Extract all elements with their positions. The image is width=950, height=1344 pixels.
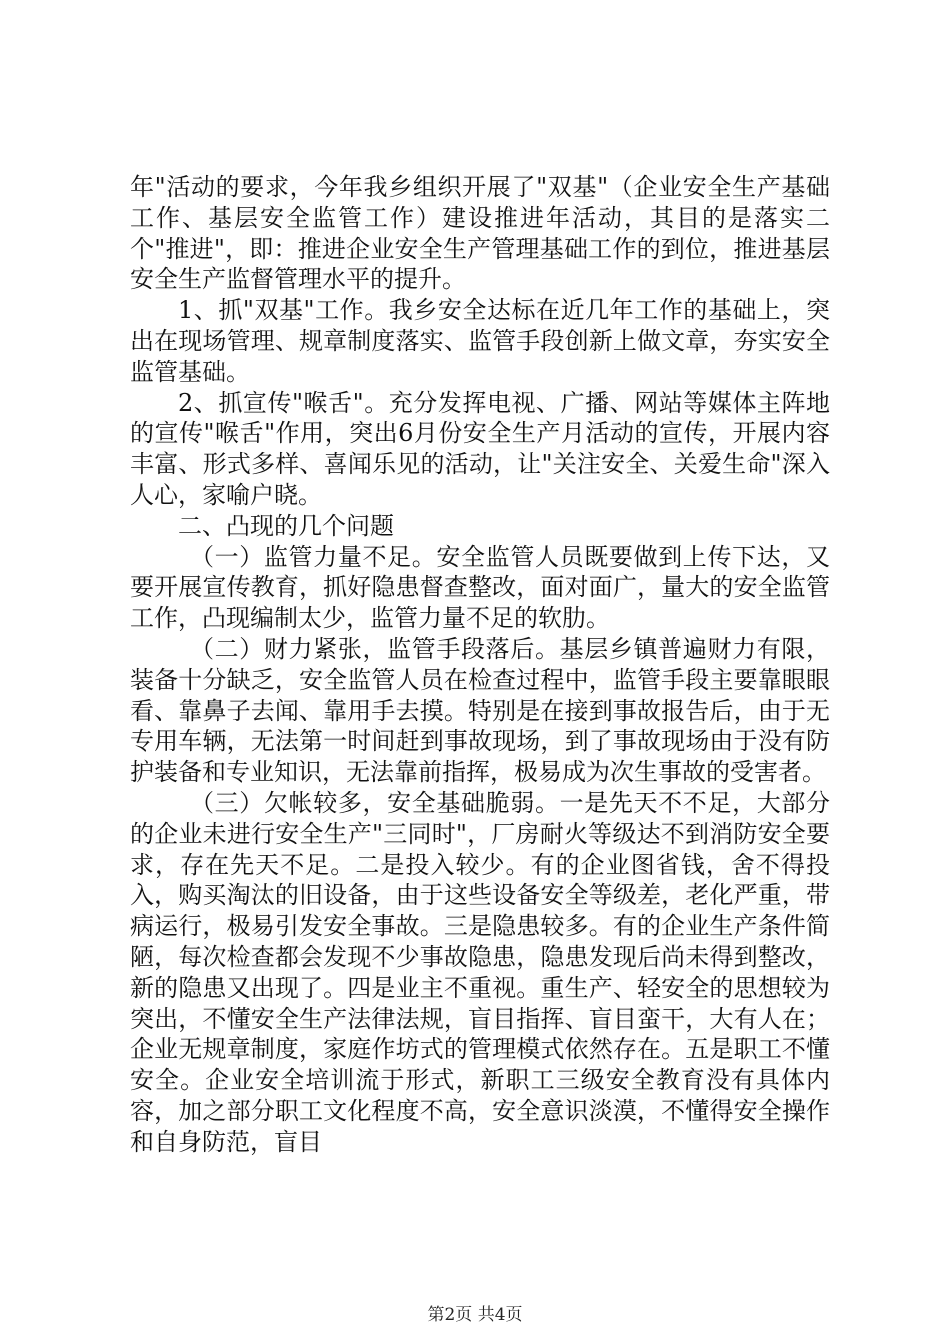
section-heading: 二、凸现的几个问题 <box>178 511 394 540</box>
paragraph-continued: 年"活动的要求，今年我乡组织开展了"双基"（企业安全生产基础工作、基层安全监管工作）建设推进年活动，其目的是落实二个"推进"，即：推进企业安全生产管理基础工作的到位，推进基层安全生产监督管理水平的提升。 <box>130 173 830 294</box>
paragraph-item-2: 2、抓宣传"喉舌"。充分发挥电视、广播、网站等媒体主阵地的宣传"喉舌"作用，突出6月份安全生产月活动的宣传，开展内容丰富、形式多样、喜闻乐见的活动，让"关注安全、关爱生命"深入人心，家喻户晓。 <box>130 388 830 509</box>
paragraph-issue-2: （二）财力紧张，监管手段落后。基层乡镇普遍财力有限，装备十分缺乏，安全监管人员在检查过程中，监管手段主要靠眼眼看、靠鼻子去闻、靠用手去摸。特别是在接到事故报告后，由于无专用车辆，无法第一时间赶到事故现场，到了事故现场由于没有防护装备和专业知识，无法靠前指挥，极易成为次生事故的受害者。 <box>130 634 830 787</box>
paragraph-item-1: 1、抓"双基"工作。我乡安全达标在近几年工作的基础上，突出在现场管理、规章制度落实、监管手段创新上做文章，夯实安全监管基础。 <box>130 296 830 386</box>
document-body <box>130 172 830 1158</box>
paragraph-issue-3: （三）欠帐较多，安全基础脆弱。一是先天不不足，大部分的企业未进行安全生产"三同时"，厂房耐火等级达不到消防安全要求，存在先天不足。二是投入较少。有的企业图省钱，舍不得投入，购买淘汰的旧设备，由于这些设备安全等级差，老化严重，带病运行，极易引发安全事故。三是隐患较多。有的企业生产条件简陋，每次检查都会发现不少事故隐患，隐患发现后尚未得到整改，新的隐患又出现了。四是业主不重视。重生产、轻安全的思想较为突出，不懂安全生产法律法规，盲目指挥、盲目蛮干，大有人在；企业无规章制度，家庭作坊式的管理模式依然存在。五是职工不懂安全。企业安全培训流于形式，新职工三级安全教育没有具体内容，加之部分职工文化程度不高，安全意识淡漠，不懂得安全操作和自身防范，盲目 <box>130 788 830 1156</box>
paragraph-issue-1: （一）监管力量不足。安全监管人员既要做到上传下达，又要开展宣传教育，抓好隐患督查整改，面对面广，量大的安全监管工作，凸现编制太少，监管力量不足的软肋。 <box>130 542 830 633</box>
page-number-footer: 第2页 共4页 <box>427 1305 523 1325</box>
